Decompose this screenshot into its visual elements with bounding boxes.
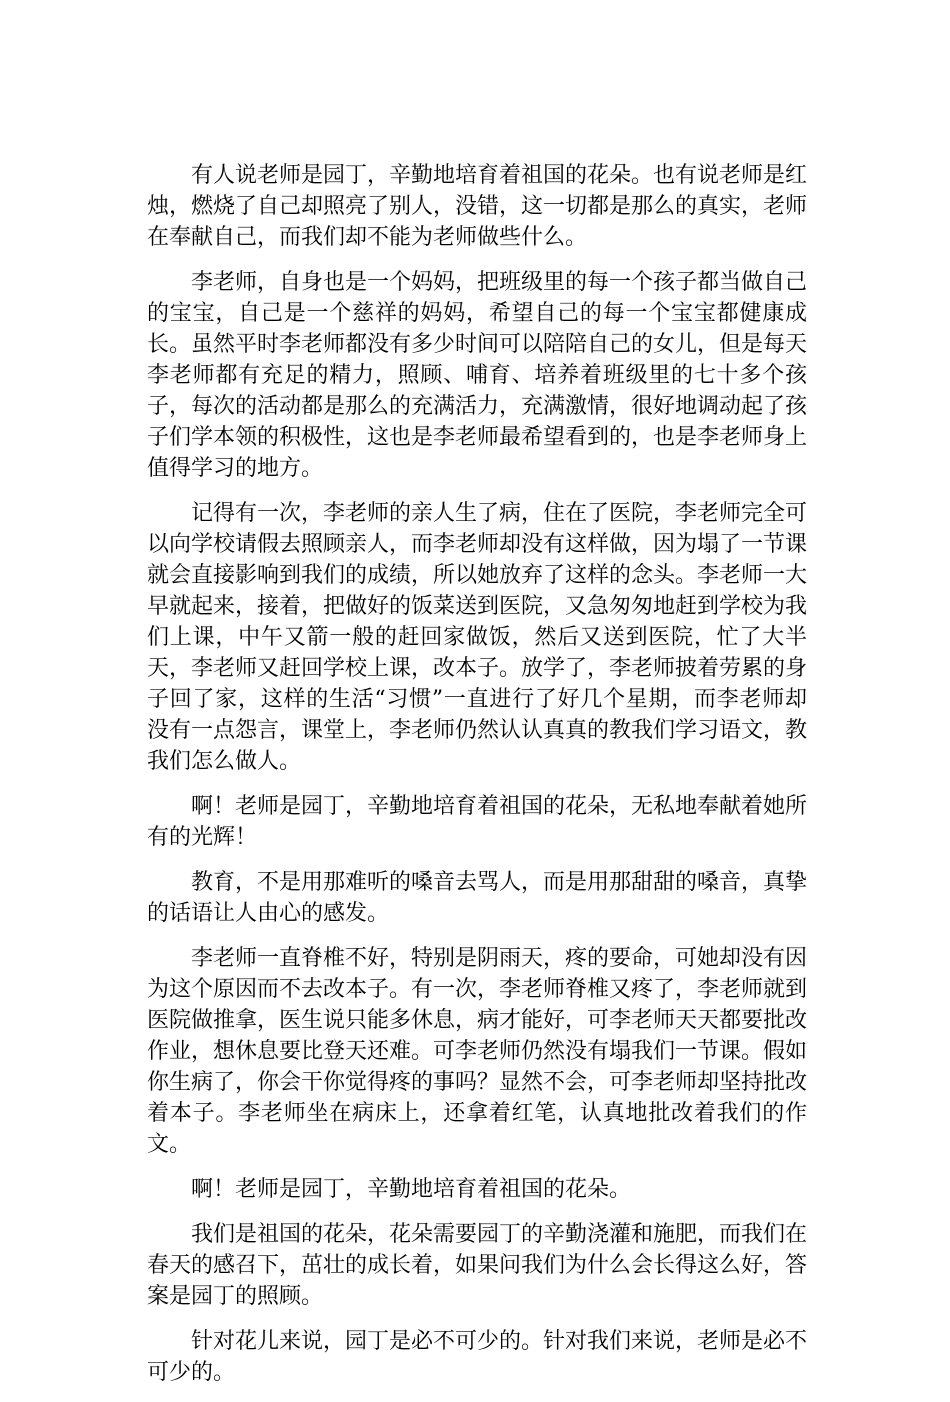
paragraph-9: 针对花儿来说，园丁是必不可少的。针对我们来说，老师是必不可少的。 bbox=[147, 1329, 808, 1385]
paragraph-8: 我们是祖国的花朵，花朵需要园丁的辛勤浇灌和施肥，而我们在春天的感召下，茁壮的成长着，如果问我们为什么会长得这么好，答案是园丁的照顾。 bbox=[147, 1222, 808, 1309]
document-body bbox=[147, 160, 807, 1402]
paragraph-5: 教育，不是用那难听的嗓音去骂人，而是用那甜甜的嗓音，真挚的话语让人由心的感发。 bbox=[147, 870, 808, 926]
paragraph-1: 有人说老师是园丁，辛勤地培育着祖国的花朵。也有说老师是红烛，燃烧了自己却照亮了别人，没错，这一切都是那么的真实，老师在奉献自己，而我们却不能为老师做些什么。 bbox=[147, 163, 808, 250]
paragraph-7: 啊！老师是园丁，辛勤地培育着祖国的花朵。 bbox=[191, 1177, 632, 1202]
paragraph-4: 啊！老师是园丁，辛勤地培育着祖国的花朵，无私地奉献着她所有的光辉！ bbox=[147, 794, 808, 850]
paragraph-2: 李老师，自身也是一个妈妈，把班级里的每一个孩子都当做自己的宝宝，自己是一个慈祥的妈妈，希望自己的每一个宝宝都健康成长。虽然平时李老师都没有多少时间可以陪陪自己的女儿，但是每天李老师都有充足的精力，照顾、哺育、培养着班级里的七十多个孩子，每次的活动都是那么的充满活力，充满激情，很好地调动起了孩子们学本领的积极性，这也是李老师最希望看到的，也是李老师身上值得学习的地方。 bbox=[147, 270, 808, 481]
paragraph-3: 记得有一次，李老师的亲人生了病，住在了医院，李老师完全可以向学校请假去照顾亲人，而李老师却没有这样做，因为塌了一节课就会直接影响到我们的成绩，所以她放弃了这样的念头。李老师一大早就起来，接着，把做好的饭菜送到医院，又急匆匆地赶到学校为我们上课，中午又箭一般的赶回家做饭，然后又送到医院，忙了大半天，李老师又赶回学校上课，改本子。放学了，李老师披着劳累的身子回了家，这样的生活“习惯”一直进行了好几个星期，而李老师却没有一点怨言，课堂上，李老师仍然认认真真的教我们学习语文，教我们怎么做人。 bbox=[147, 501, 808, 774]
paragraph-6: 李老师一直脊椎不好，特别是阴雨天，疼的要命，可她却没有因为这个原因而不去改本子。有一次，李老师脊椎又疼了，李老师就到医院做推拿，医生说只能多休息，病才能好，可李老师天天都要批改作业，想休息要比登天还难。可李老师仍然没有塌我们一节课。假如你生病了，你会干你觉得疼的事吗？显然不会，可李老师却坚持批改着本子。李老师坐在病床上，还拿着红笔，认真地批改着我们的作文。 bbox=[147, 946, 808, 1157]
